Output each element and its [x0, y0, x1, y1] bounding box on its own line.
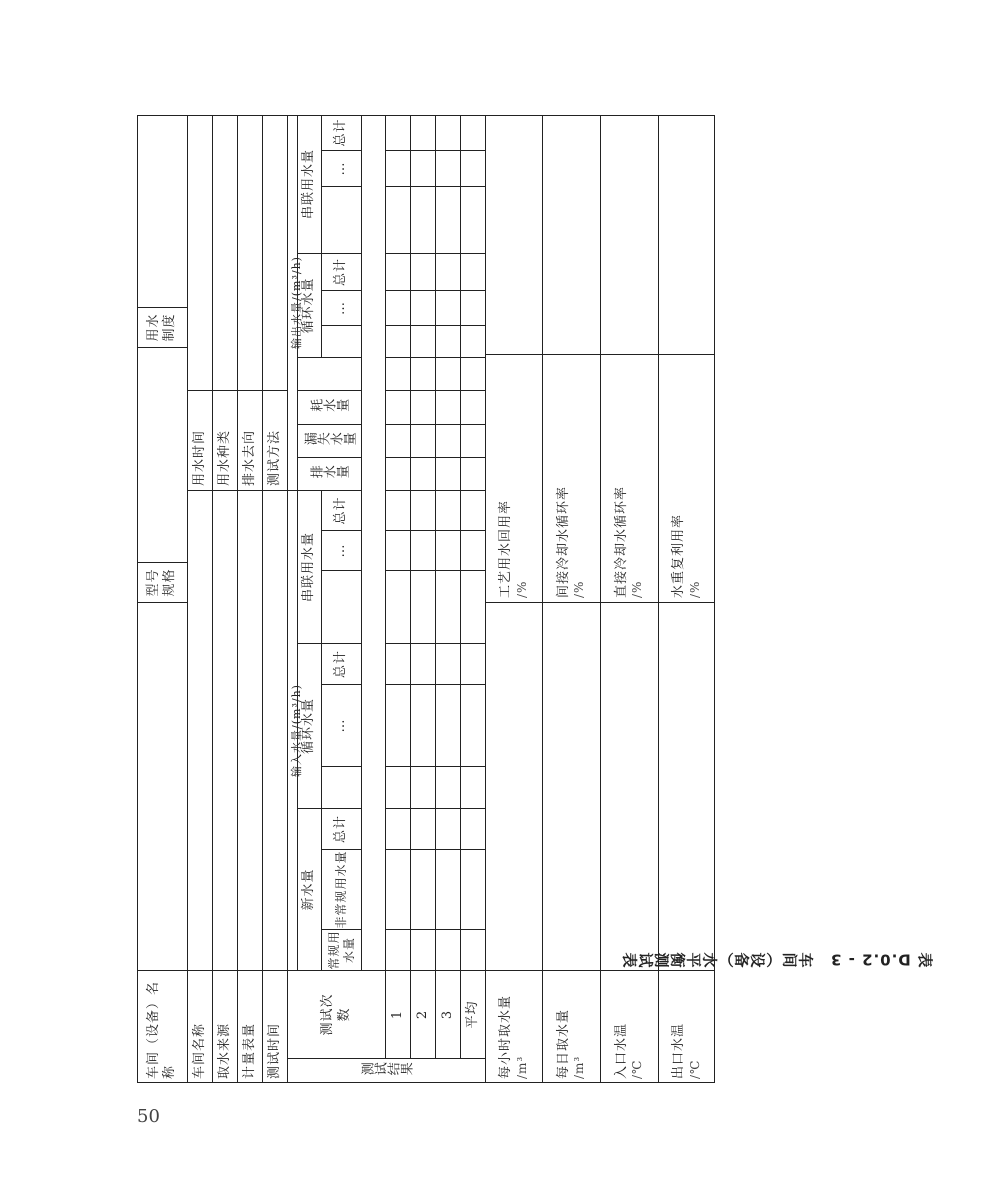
table-cell: [435, 358, 460, 391]
table-cell: [410, 685, 435, 767]
test-count-label-cell: 测试次数: [287, 971, 385, 1059]
table-cell: [385, 425, 410, 458]
workshop-name-label-cell: 车间（设备）名称: [145, 980, 177, 1079]
meter-value-cell: [237, 491, 262, 971]
new-water-total-header-cell: 总计: [321, 809, 361, 850]
test-method-label-cell: 测试方法: [262, 391, 287, 491]
table-cell: [385, 491, 410, 531]
table-cell: [385, 187, 410, 254]
output-serial-ellipsis-header: …: [321, 151, 361, 187]
table-cell: [435, 491, 460, 531]
output-circ-col1-header: [321, 326, 361, 358]
hourly-intake-value-cell: [485, 603, 542, 971]
table-cell: [410, 491, 435, 531]
table-cell: [410, 850, 435, 930]
outlet-temp-label-cell: 出口水温 /℃: [658, 971, 715, 1083]
input-circ-total-header: 总计: [321, 644, 361, 685]
table-cell: [435, 767, 460, 809]
table-title: 表 D.0.2 - 3 车间（设备）水平衡测试表: [621, 950, 933, 969]
input-circ-col1-header: [321, 767, 361, 809]
daily-intake-label-cell: 每日取水量 /m³: [542, 971, 600, 1083]
table-cell: [410, 254, 435, 291]
table-cell: [385, 391, 410, 425]
table-cell: [460, 458, 485, 491]
table-cell: [435, 685, 460, 767]
table-cell: [460, 291, 485, 326]
table-cell: [435, 458, 460, 491]
table-cell: [435, 850, 460, 930]
output-circ-total-header: 总计: [321, 254, 361, 291]
input-serial-total-header: 总计: [321, 491, 361, 531]
output-serial-header-cell: 串联用水量: [297, 115, 321, 254]
table-cell: [410, 458, 435, 491]
table-cell: [435, 187, 460, 254]
table-cell: [410, 644, 435, 685]
output-volume-header-cell: 输出水量/(m³/h): [287, 115, 297, 491]
table-cell: [385, 458, 410, 491]
table-cell: [435, 115, 460, 151]
table-cell: [410, 930, 435, 971]
irregular-use-header-cell: 非常规用水量: [321, 850, 361, 930]
output-serial-total-header: 总计: [321, 115, 361, 151]
table-cell: [410, 531, 435, 571]
table-cell: [460, 685, 485, 767]
table-cell: [410, 425, 435, 458]
table-cell: [410, 115, 435, 151]
table-cell: [410, 358, 435, 391]
table-cell: [460, 644, 485, 685]
model-spec-value-cell: [137, 348, 187, 563]
table-cell: [435, 531, 460, 571]
table-cell: [460, 425, 485, 458]
workshop-name-value-cell: [137, 603, 187, 971]
table-cell: [385, 571, 410, 644]
water-use-time-value-cell: [187, 115, 212, 391]
table-cell: [410, 809, 435, 850]
table-cell: [385, 531, 410, 571]
table-cell: [460, 187, 485, 254]
water-source-value-cell: [212, 491, 237, 971]
rotated-table-page: [137, 115, 933, 1083]
table-cell: [460, 850, 485, 930]
table-cell: [385, 930, 410, 971]
table-cell: [435, 571, 460, 644]
inlet-temp-label-cell: 入口水温 /℃: [600, 971, 658, 1083]
daily-intake-value-cell: [542, 603, 600, 971]
test-row-label: 平均: [460, 971, 485, 1059]
water-type-label-cell: 用水种类: [212, 391, 237, 491]
table-cell: [435, 326, 460, 358]
water-source-label-cell: 取水来源: [212, 971, 237, 1083]
table-cell: [460, 930, 485, 971]
test-row-label: 2: [410, 971, 435, 1059]
meter-label-cell: 计量表量: [237, 971, 262, 1083]
table-cell: [460, 571, 485, 644]
table-cell: [460, 115, 485, 151]
process-reuse-label-cell: 工艺用水回用率 /%: [485, 355, 542, 603]
table-cell: [435, 809, 460, 850]
direct-cooling-label-cell: 直接冷却水循环率 /%: [600, 355, 658, 603]
table-cell: [385, 644, 410, 685]
table-cell: [460, 767, 485, 809]
table-cell: [435, 425, 460, 458]
input-serial-col1-header: [321, 571, 361, 644]
output-col-spacer: [297, 358, 361, 391]
input-serial-ellipsis-header: …: [321, 531, 361, 571]
table-cell: [460, 254, 485, 291]
table-cell: [435, 930, 460, 971]
drain-header-cell: 排水量: [297, 458, 361, 491]
water-use-time-label-cell: 用水时间: [187, 391, 212, 491]
table-cell: [385, 767, 410, 809]
table-cell: [435, 644, 460, 685]
input-serial-header-cell: 串联用水量: [297, 491, 321, 644]
header-filler-row: [361, 115, 385, 971]
outlet-temp-value-cell: [658, 603, 715, 971]
test-method-value-cell: [262, 115, 287, 391]
input-circ-ellipsis-header: …: [321, 685, 361, 767]
table-cell: [385, 685, 410, 767]
output-circ-header-cell: 循环水量: [297, 254, 321, 358]
table-cell: [385, 809, 410, 850]
table-cell: [460, 358, 485, 391]
water-type-value-cell: [212, 115, 237, 391]
table-cell: [460, 326, 485, 358]
input-volume-header-cell: 输入水量/(m³/h): [287, 491, 297, 971]
table-cell: [385, 254, 410, 291]
test-results-label-cell: 测试结果: [287, 1059, 485, 1083]
table-cell: [435, 254, 460, 291]
input-circ-header-cell: 循环水量: [297, 644, 321, 809]
water-reuse-value-cell: [658, 115, 715, 355]
inlet-temp-value-cell: [600, 603, 658, 971]
page-number: 50: [137, 1106, 160, 1127]
hourly-intake-label-cell: 每小时取水量 /m³: [485, 971, 542, 1083]
test-row-label: 1: [385, 971, 410, 1059]
water-schedule-value-cell: [137, 115, 187, 308]
table-cell: [460, 809, 485, 850]
drain-dest-value-cell: [237, 115, 262, 391]
water-reuse-label-cell: 水重复利用率 /%: [658, 355, 715, 603]
new-water-header-cell: 新水量: [297, 809, 321, 971]
table-cell: [460, 391, 485, 425]
table-cell: [385, 115, 410, 151]
indirect-cooling-value-cell: [542, 115, 600, 355]
regular-use-header-cell: 常规用水量: [321, 930, 361, 971]
output-serial-col1-header: [321, 187, 361, 254]
table-cell: [460, 491, 485, 531]
table-cell: [410, 571, 435, 644]
consume-header-cell: 耗水量: [297, 391, 361, 425]
table-cell: [385, 850, 410, 930]
table-cell: [460, 531, 485, 571]
table-cell: [435, 391, 460, 425]
indirect-cooling-label-cell: 间接冷却水循环率 /%: [542, 355, 600, 603]
table-cell: [410, 767, 435, 809]
table-cell: [410, 391, 435, 425]
test-time-label-cell: 测试时间: [262, 971, 287, 1083]
test-time-value-cell: [262, 491, 287, 971]
process-reuse-value-cell: [485, 115, 542, 355]
model-spec-label-cell: 型号规格: [137, 563, 187, 603]
table-cell: [460, 151, 485, 187]
water-schedule-label-cell: 用水制度: [137, 308, 187, 348]
table-cell: [385, 151, 410, 187]
table-cell: [385, 326, 410, 358]
leak-header-cell: 漏失水量: [297, 425, 361, 458]
table-cell: [435, 291, 460, 326]
table-cell: [385, 291, 410, 326]
table-cell: [410, 151, 435, 187]
workshop-label-cell: 车间名称: [187, 971, 212, 1083]
table-cell: [435, 151, 460, 187]
output-circ-ellipsis-header: …: [321, 291, 361, 326]
direct-cooling-value-cell: [600, 115, 658, 355]
test-row-label: 3: [435, 971, 460, 1059]
table-cell: [410, 187, 435, 254]
table-cell: [385, 358, 410, 391]
drain-dest-label-cell: 排水去向: [237, 391, 262, 491]
workshop-value-cell: [187, 491, 212, 971]
table-cell: [410, 326, 435, 358]
table-cell: [410, 291, 435, 326]
